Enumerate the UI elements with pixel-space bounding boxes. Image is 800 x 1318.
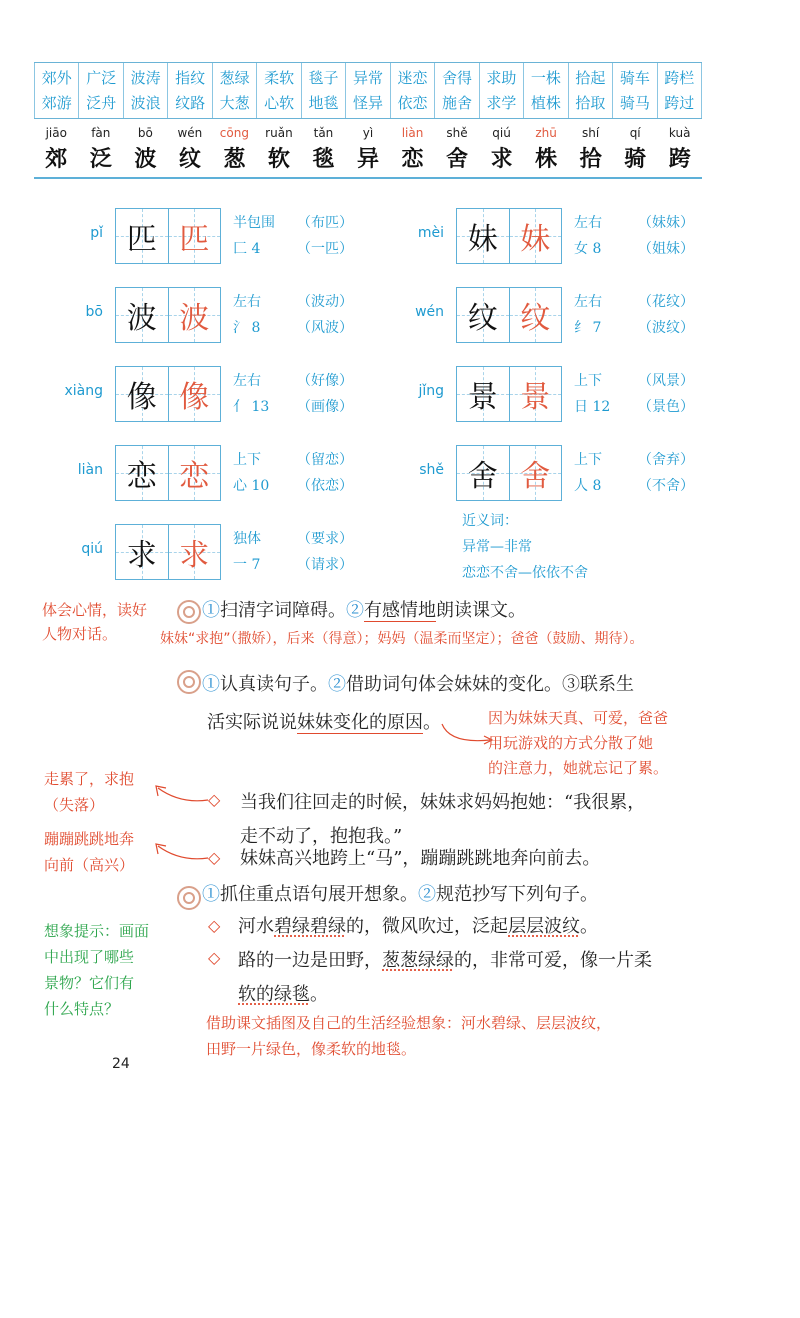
structure-line: 纟 7 (574, 320, 602, 336)
char-model: 恋 (126, 459, 157, 494)
vocab-word: 葱绿 (219, 68, 250, 87)
reading-icon (177, 886, 201, 910)
word-line: （一匹） (297, 241, 353, 257)
char-cell (457, 446, 509, 500)
vocab-word: 迷恋 (397, 68, 428, 87)
pinyin-cell (524, 126, 569, 173)
pinyin-cell (212, 126, 257, 173)
num: ① (202, 674, 220, 695)
hanzi: 异 (356, 146, 379, 172)
underlined-text: 有感情地 (364, 600, 436, 621)
hanzi: 恋 (401, 146, 424, 172)
diamond-icon: ◇ (208, 790, 221, 809)
structure-line: 人 8 (574, 478, 602, 494)
structure-line: 左右 (233, 294, 261, 310)
structure-line: 日 12 (574, 399, 611, 415)
vocab-word: 骑马 (619, 93, 650, 112)
char-cell (168, 446, 221, 500)
structure-line: 上下 (574, 373, 602, 389)
sentence-1 (238, 912, 598, 938)
synonym-1: 异常—非常 (462, 539, 532, 555)
vocab-word: 骑车 (619, 68, 650, 87)
char-pinyin: pǐ (90, 225, 103, 241)
note-line: 什么特点？ (44, 1000, 120, 1018)
num: ② (328, 674, 346, 695)
hanzi: 骑 (624, 146, 647, 172)
margin-note-3 (488, 706, 668, 781)
text: 河水 (238, 916, 274, 937)
char-cell (168, 209, 221, 263)
char-structure (233, 289, 261, 341)
task-text: 规范抄写下列句子。 (436, 884, 598, 905)
vocab-word: 指纹 (175, 68, 206, 87)
sentence-2 (238, 944, 652, 1012)
pinyin: shě (446, 126, 468, 140)
pinyin-cell (568, 126, 613, 173)
word-line: （布匹） (297, 215, 353, 231)
char-structure (233, 447, 269, 499)
char-box (115, 208, 221, 264)
hanzi: 波 (134, 146, 157, 172)
vocab-word: 广泛 (86, 68, 117, 87)
note-line: 景物？它们有 (44, 974, 135, 992)
pinyin-cell (301, 126, 346, 173)
word-line: （波纹） (638, 320, 694, 336)
char-copy: 求 (179, 538, 210, 573)
char-box (115, 366, 221, 422)
char-cell (116, 525, 168, 579)
char-copy: 景 (520, 380, 551, 415)
vocab-word: 心软 (264, 93, 295, 112)
note-line: 中出现了哪些 (44, 948, 135, 966)
text: 。 (310, 984, 328, 1005)
vocab-word: 毯子 (308, 68, 339, 87)
dialogue-2: 妹妹高兴地跨上“马”，蹦蹦跳跳地奔向前去。 (240, 848, 601, 869)
word-line: （波动） (297, 294, 353, 310)
page-number: 24 (112, 1056, 130, 1072)
vocab-word: 泛舟 (86, 93, 117, 112)
hanzi: 葱 (223, 146, 246, 172)
char-box (456, 208, 562, 264)
hanzi: 纹 (178, 146, 201, 172)
pinyin-cell (657, 126, 702, 173)
dotted-text: 碧绿碧绿 (274, 916, 346, 937)
text: 。 (580, 916, 598, 937)
vocab-word: 施舍 (441, 93, 472, 112)
margin-note-6 (44, 918, 149, 1022)
pinyin: liàn (401, 126, 424, 140)
char-cell (509, 209, 562, 263)
pinyin-cell (79, 126, 124, 173)
num: ② (418, 884, 436, 905)
char-structure (233, 526, 261, 578)
char-pinyin: qiú (81, 541, 103, 557)
note-line: 想象提示：画面 (44, 922, 150, 940)
vocab-word: 一株 (530, 68, 561, 87)
word-line: （画像） (297, 399, 353, 415)
dotted-text: 软的绿毯 (238, 984, 310, 1005)
note-line: 体会心情，读好 (42, 601, 148, 619)
char-cell (116, 367, 168, 421)
structure-line: 左右 (233, 373, 261, 389)
char-cell (168, 367, 221, 421)
reading-icon (177, 600, 201, 624)
char-pinyin: liàn (77, 462, 103, 478)
synonyms-title: 近义词： (462, 513, 518, 529)
structure-line: 左右 (574, 294, 602, 310)
char-pinyin: xiàng (64, 383, 103, 399)
dotted-text: 葱葱绿绿 (382, 950, 454, 971)
pinyin: zhū (535, 126, 557, 140)
pinyin: jiāo (45, 126, 67, 140)
char-copy: 妹 (520, 222, 551, 257)
word-line: （花纹） (638, 294, 694, 310)
vocab-word: 郊外 (41, 68, 72, 87)
char-model: 景 (467, 380, 498, 415)
vocab-word: 拾取 (575, 93, 606, 112)
char-cell (457, 367, 509, 421)
word-line: （不舍） (638, 478, 694, 494)
vocab-word: 依恋 (397, 93, 428, 112)
num: ① (202, 884, 220, 905)
char-model: 妹 (467, 222, 498, 257)
vocab-word: 求学 (486, 93, 517, 112)
char-cell (457, 209, 509, 263)
pinyin-cell (435, 126, 480, 173)
hanzi: 郊 (45, 146, 68, 172)
note-line: 因为妹妹天真、可爱，爸爸 (488, 709, 669, 727)
vocab-word: 怪异 (353, 93, 384, 112)
vocab-cell (78, 63, 122, 118)
vocab-cell (212, 63, 256, 118)
char-cell (457, 288, 509, 342)
structure-line: 匚 4 (233, 241, 261, 257)
char-words (638, 289, 694, 341)
char-box (456, 445, 562, 501)
char-pinyin: mèi (417, 225, 444, 241)
char-copy: 舍 (520, 459, 551, 494)
char-cell (116, 446, 168, 500)
hanzi: 毯 (312, 146, 335, 172)
vocab-cell (523, 63, 567, 118)
margin-note-2: 妹妹“求抱”（撒娇），后来（得意）；妈妈（温柔而坚定）；爸爸（鼓励、期待）。 (160, 631, 644, 647)
structure-line: 上下 (233, 452, 261, 468)
pinyin: yì (362, 126, 374, 140)
pinyin: fàn (91, 126, 111, 140)
char-box (456, 366, 562, 422)
diamond-icon: ◇ (208, 948, 221, 967)
text: 路的一边是田野， (238, 950, 382, 971)
char-cell (168, 288, 221, 342)
char-words (297, 210, 353, 262)
pinyin-cell (390, 126, 435, 173)
pinyin-row (34, 126, 702, 173)
char-model: 纹 (467, 301, 498, 336)
vocab-cell (390, 63, 434, 118)
vocab-word: 波浪 (130, 93, 161, 112)
arrow-icon (150, 840, 210, 866)
text: 的，微风吹过，泛起 (346, 916, 508, 937)
dotted-text: 层层波纹 (508, 916, 580, 937)
vocab-word: 植株 (530, 93, 561, 112)
pinyin-cell (346, 126, 391, 173)
task-text: 抓住重点语句展开想象。 (220, 884, 418, 905)
hanzi: 泛 (89, 146, 112, 172)
char-pinyin: shě (419, 462, 444, 478)
hanzi: 拾 (579, 146, 602, 172)
hanzi: 软 (267, 146, 290, 172)
note-line: 蹦蹦跳跳地奔 (44, 830, 135, 848)
char-box (115, 445, 221, 501)
note-line: 向前（高兴） (44, 856, 135, 874)
word-line: （景色） (638, 399, 694, 415)
vocab-cell (568, 63, 612, 118)
pinyin: kuà (668, 126, 691, 140)
task-text: 活实际说说 (207, 712, 297, 733)
pinyin-cell (34, 126, 79, 173)
char-model: 舍 (467, 459, 498, 494)
char-model: 像 (126, 380, 157, 415)
pinyin: tǎn (313, 126, 334, 140)
word-line: （风景） (638, 373, 694, 389)
word-line: （要求） (297, 531, 353, 547)
char-cell (116, 288, 168, 342)
vocab-table (34, 62, 702, 119)
char-cell (509, 446, 562, 500)
num: ① (202, 600, 220, 621)
reading-icon (177, 670, 201, 694)
pinyin: qí (629, 126, 641, 140)
pinyin-cell (479, 126, 524, 173)
char-model: 波 (126, 301, 157, 336)
synonym-2: 恋恋不舍—依依不舍 (462, 565, 588, 581)
structure-line: 左右 (574, 215, 602, 231)
vocab-cell (301, 63, 345, 118)
char-words (638, 368, 694, 420)
sentence: 走不动了，抱抱我。” (240, 826, 403, 847)
char-box (456, 287, 562, 343)
task-text: 认真读句子。 (220, 674, 328, 695)
char-cell (168, 525, 221, 579)
pinyin: wén (177, 126, 203, 140)
pinyin: shí (582, 126, 600, 140)
num: ② (346, 600, 364, 621)
task-text: 。 (423, 712, 441, 733)
structure-line: 一 7 (233, 557, 261, 573)
underlined-text: 妹妹变化的原因 (297, 712, 423, 733)
text: 的，非常可爱，像一片柔 (454, 950, 652, 971)
char-model: 匹 (126, 222, 157, 257)
vocab-cell (479, 63, 523, 118)
char-cell (116, 209, 168, 263)
vocab-word: 跨过 (664, 93, 695, 112)
char-structure (574, 368, 610, 420)
task-text: 朗读课文。 (436, 600, 526, 621)
pinyin: cōng (219, 126, 249, 140)
note-line: 用玩游戏的方式分散了她 (488, 734, 654, 752)
note-line: 人物对话。 (42, 625, 118, 643)
char-cell (509, 288, 562, 342)
vocab-word: 柔软 (264, 68, 295, 87)
char-structure (574, 447, 602, 499)
char-words (297, 289, 353, 341)
arrow-icon (440, 720, 500, 750)
hanzi: 舍 (446, 146, 469, 172)
hanzi: 跨 (668, 146, 691, 172)
margin-note-5 (44, 826, 134, 878)
vocab-word: 舍得 (441, 68, 472, 87)
char-pinyin: bō (85, 304, 103, 320)
vocab-cell (256, 63, 300, 118)
vocab-cell (657, 63, 702, 118)
char-copy: 波 (179, 301, 210, 336)
char-words (638, 210, 694, 262)
sentence: 当我们往回走的时候，妹妹求妈妈抱她：“我很累， (240, 792, 646, 813)
char-copy: 恋 (179, 459, 210, 494)
char-copy: 像 (179, 380, 210, 415)
vocab-word: 异常 (353, 68, 384, 87)
char-pinyin: wén (415, 304, 444, 320)
char-structure (233, 210, 275, 262)
vocab-word: 跨栏 (664, 68, 695, 87)
vocab-word: 地毯 (308, 93, 339, 112)
note-line: 田野一片绿色，像柔软的地毯。 (206, 1040, 417, 1058)
vocab-word: 求助 (486, 68, 517, 87)
note-line: 走累了，求抱 (44, 770, 135, 788)
char-pinyin: jǐng (418, 383, 444, 399)
note-line: （失落） (44, 796, 105, 814)
char-cell (509, 367, 562, 421)
vocab-word: 大葱 (219, 93, 250, 112)
vocab-word: 郊游 (41, 93, 72, 112)
vocab-word: 纹路 (175, 93, 206, 112)
char-model: 求 (126, 538, 157, 573)
char-structure (574, 289, 602, 341)
char-words (297, 368, 353, 420)
structure-line: 半包围 (233, 215, 275, 231)
synonyms (462, 508, 588, 586)
pinyin: bō (137, 126, 153, 140)
vocab-word: 波涛 (130, 68, 161, 87)
pinyin: qiú (492, 126, 511, 140)
word-line: （依恋） (297, 478, 353, 494)
margin-note-7 (206, 1010, 611, 1062)
pinyin-cell (257, 126, 302, 173)
structure-line: 心 10 (233, 478, 270, 494)
char-words (638, 447, 694, 499)
char-box (115, 524, 221, 580)
char-words (297, 526, 353, 578)
char-structure (574, 210, 602, 262)
word-line: （妹妹） (638, 215, 694, 231)
pinyin: ruǎn (265, 126, 293, 140)
structure-line: 独体 (233, 531, 261, 547)
task-text: 借助词句体会妹妹的变化。③联系生 (346, 674, 634, 695)
char-box (115, 287, 221, 343)
diamond-icon: ◇ (208, 916, 221, 935)
note-line: 的注意力，她就忘记了累。 (488, 759, 669, 777)
margin-note-4 (44, 766, 134, 818)
structure-line: 氵 8 (233, 320, 261, 336)
vocab-cell (167, 63, 211, 118)
margin-note-1 (42, 598, 147, 646)
structure-line: 上下 (574, 452, 602, 468)
vocab-cell (434, 63, 478, 118)
arrow-icon (150, 782, 210, 812)
vocab-cell (612, 63, 656, 118)
vocab-cell (123, 63, 167, 118)
word-line: （留恋） (297, 452, 353, 468)
hanzi: 株 (535, 146, 558, 172)
vocab-cell (345, 63, 389, 118)
vocab-word: 拾起 (575, 68, 606, 87)
note-line: 借助课文插图及自己的生活经验想象：河水碧绿、层层波纹， (206, 1014, 612, 1032)
word-line: （舍弃） (638, 452, 694, 468)
word-line: （姐妹） (638, 241, 694, 257)
hanzi: 求 (490, 146, 513, 172)
word-line: （好像） (297, 373, 353, 389)
structure-line: 女 8 (574, 241, 602, 257)
pinyin-cell (168, 126, 213, 173)
char-copy: 纹 (520, 301, 551, 336)
diamond-icon: ◇ (208, 848, 221, 867)
char-structure (233, 368, 269, 420)
pinyin-cell (123, 126, 168, 173)
task-text: 扫清字词障碍。 (220, 600, 346, 621)
divider (34, 177, 702, 179)
word-line: （风波） (297, 320, 353, 336)
task-1 (202, 596, 526, 622)
pinyin-cell (613, 126, 658, 173)
task-3 (202, 880, 598, 906)
char-copy: 匹 (179, 222, 210, 257)
char-words (297, 447, 353, 499)
vocab-cell (34, 63, 78, 118)
structure-line: 亻 13 (233, 399, 270, 415)
word-line: （请求） (297, 557, 353, 573)
